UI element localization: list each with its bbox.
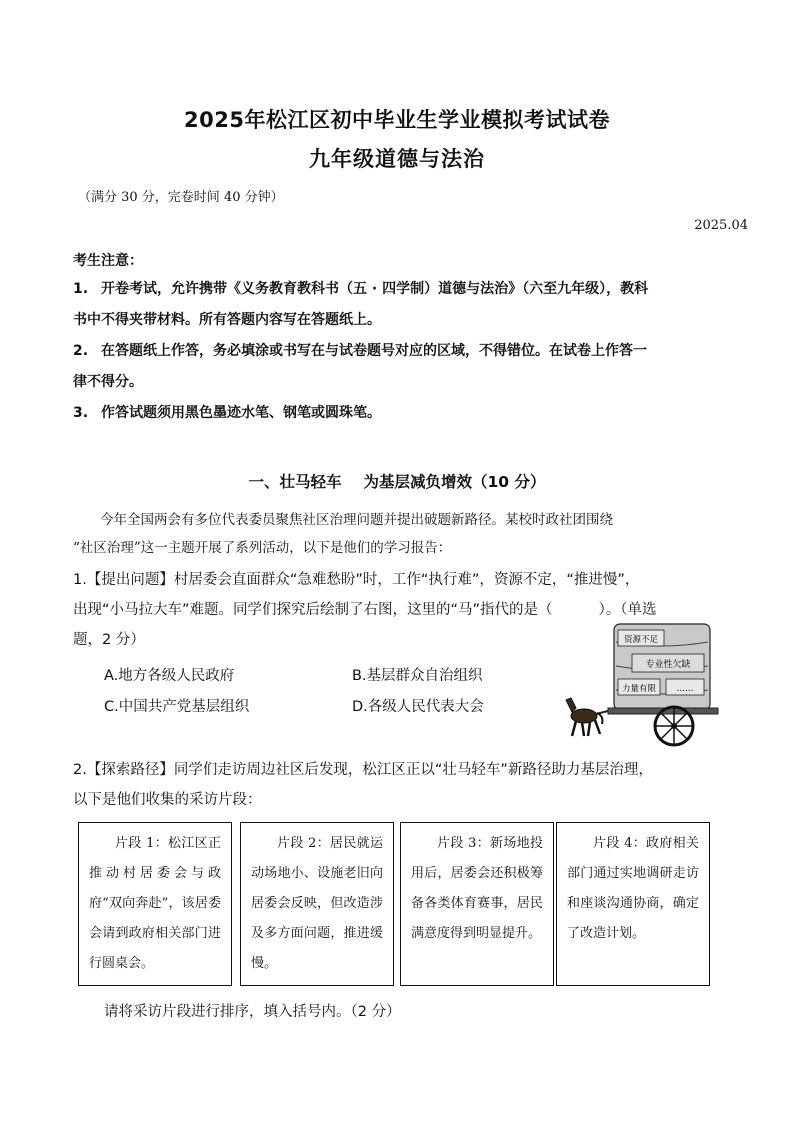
notice-text: 在答题纸上作答，务必填涂或书写在与试卷题号对应的区域，不得错位。在试卷上作答一 xyxy=(101,343,647,359)
section-title-part1: 一、壮马轻车 xyxy=(248,473,342,491)
fragment-box-1 xyxy=(78,822,232,986)
exam-title: 2025年松江区初中毕业生学业模拟考试试卷 xyxy=(184,108,610,132)
cart-label-dots: …… xyxy=(676,684,694,694)
horse-cart-illustration xyxy=(562,620,722,748)
q2-line: 2.【探索路径】同学们走访周边社区后发现，松江区正以“壮马轻车”新路径助力基层治理， xyxy=(73,762,653,778)
fragment-box-3 xyxy=(400,822,554,986)
fragment-box-2 xyxy=(240,822,394,986)
notice-item-1 xyxy=(73,274,723,336)
fragment-text: 片段 2：居民就运动场地小、设施老旧向居委会反映，但改造涉及多方面问题，推进缓慢。 xyxy=(251,836,383,971)
cart-label-bottom: 力量有限 xyxy=(621,684,657,694)
exam-subtitle: 九年级道德与法治 xyxy=(309,147,485,171)
option-c: C.中国共产党基层组织 xyxy=(104,699,250,715)
fragment-text: 片段 1：松江区正推动村居委会与政府“双向奔赴”，该居委会请到政府相关部门进行圆桌会。 xyxy=(89,836,221,971)
notice-item-2 xyxy=(73,336,723,398)
option-d: D.各级人民代表大会 xyxy=(352,699,484,715)
section-title xyxy=(0,470,794,492)
notice-text: 作答试题须用黑色墨迹水笔、钢笔或圆珠笔。 xyxy=(101,405,381,421)
notice-text: 书中不得夹带材料。所有答题内容写在答题纸上。 xyxy=(73,312,381,328)
option-b: B.基层群众自治组织 xyxy=(352,668,483,684)
notice-num: 1. xyxy=(73,281,89,297)
cart-wheel xyxy=(655,707,693,745)
q1-line: 1.【提出问题】村居委会直面群众“急难愁盼”时，工作“执行难”，资源不定，“推进慢”， xyxy=(73,572,640,588)
fragment-text: 片段 3：新场地投用后，居委会还积极筹备各类体育赛事，居民满意度得到明显提升。 xyxy=(411,836,543,941)
cart-label-middle: 专业性欠缺 xyxy=(645,660,691,670)
q2-instruction: 请将采访片段进行排序，填入括号内。（2 分） xyxy=(104,1004,401,1020)
intro-line: “社区治理”这一主题开展了系列活动，以下是他们的学习报告： xyxy=(73,540,452,556)
section-title-part2: 为基层减负增效（10 分） xyxy=(363,473,546,491)
fragment-box-4 xyxy=(556,822,710,986)
cart-label-top: 资源不足 xyxy=(623,635,659,645)
option-a: A.地方各级人民政府 xyxy=(104,668,235,684)
small-horse xyxy=(566,698,602,736)
intro-line: 今年全国两会有多位代表委员聚焦社区治理问题并提出破题新路径。某校时政社团围绕 xyxy=(100,512,613,528)
fragment-text: 片段 4：政府相关部门通过实地调研走访和座谈沟通协商，确定了改造计划。 xyxy=(567,836,699,941)
section-intro xyxy=(73,506,723,562)
q1-line: 出现“小马拉大车”难题。同学们探究后绘制了右图，这里的“马”指代的是（ ）。（单选 xyxy=(73,602,657,618)
notice-num: 2. xyxy=(73,343,89,359)
question-2 xyxy=(73,755,733,815)
notice-text: 律不得分。 xyxy=(73,374,143,390)
notice-title: 考生注意： xyxy=(73,253,143,269)
score-note: （满分 30 分，完卷时间 40 分钟） xyxy=(78,190,284,205)
exam-date: 2025.04 xyxy=(694,218,748,233)
notice-num: 3. xyxy=(73,405,89,421)
q2-line: 以下是他们收集的采访片段： xyxy=(73,792,262,808)
q1-line: 题，2 分） xyxy=(73,632,145,648)
notice-item-3 xyxy=(73,398,723,429)
notice-text: 开卷考试，允许携带《义务教育教科书（五 · 四学制）道德与法治》（六至九年级），教科 xyxy=(101,281,649,297)
